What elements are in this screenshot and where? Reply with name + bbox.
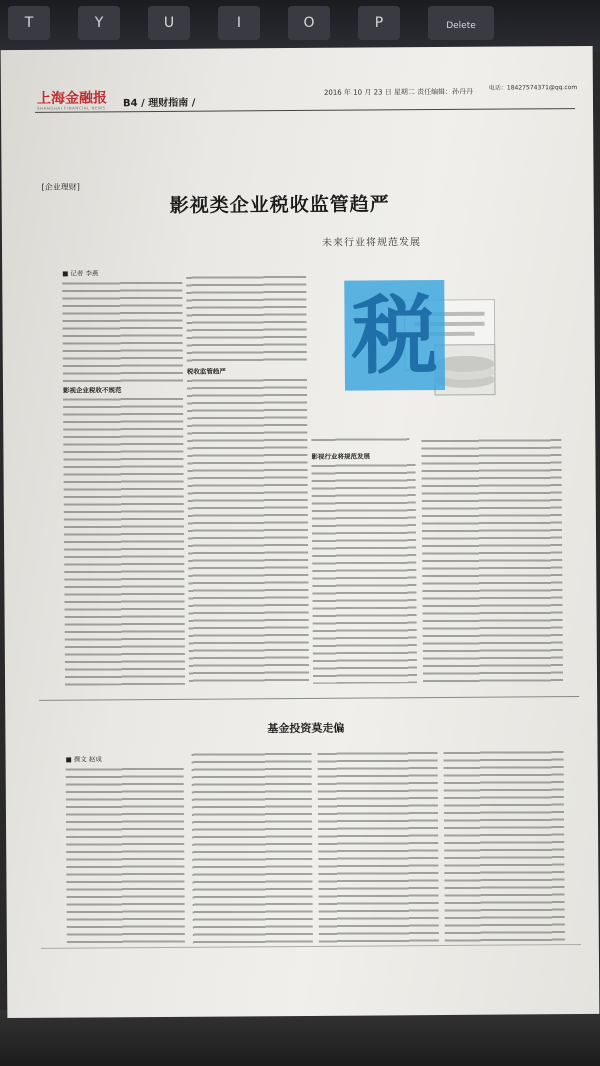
key-p: P xyxy=(358,6,400,40)
desk-surface xyxy=(0,1010,600,1066)
section-heading: 影视行业将规范发展 xyxy=(311,452,371,461)
body-column xyxy=(62,279,183,386)
section-label: B4 / 理财指南 / xyxy=(122,97,196,110)
dateline: 2016 年 10 月 23 日 星期二 责任编辑：孙丹丹 xyxy=(323,87,474,97)
article-byline: ■ 记者 李燕 xyxy=(62,269,99,278)
section-heading: 影视企业税收不规范 xyxy=(62,386,122,395)
masthead-logo: 上海金融报 xyxy=(36,90,108,107)
body-column xyxy=(186,273,307,364)
second-byline: ■ 撰文 赵成 xyxy=(65,755,102,764)
article-subhead: 未来行业将规范发展 xyxy=(321,237,422,249)
key-u: U xyxy=(148,6,190,40)
body-column xyxy=(63,395,185,686)
newspaper-page xyxy=(1,46,600,1018)
key-o: O xyxy=(288,6,330,40)
second-headline: 基金投资莫走偏 xyxy=(267,721,345,736)
section-heading: 税收监管趋严 xyxy=(186,367,226,376)
key-i: I xyxy=(218,6,260,40)
body-column xyxy=(311,435,409,444)
article-headline: 影视类企业税收监管趋严 xyxy=(169,193,390,217)
key-t: T xyxy=(8,6,50,40)
contact-line: 电话：18427574371@qq.com xyxy=(488,84,578,92)
key-y: Y xyxy=(78,6,120,40)
body-column xyxy=(66,765,185,946)
masthead-subtitle: SHANGHAI FINANCIAL NEWS xyxy=(37,105,106,111)
body-column xyxy=(192,750,313,945)
body-column xyxy=(421,436,563,683)
tax-illustration xyxy=(334,259,515,420)
key-delete: Delete xyxy=(428,6,494,40)
keyboard xyxy=(0,0,600,52)
tax-glyph: 税 xyxy=(351,285,438,387)
masthead-rule xyxy=(35,108,575,113)
body-column xyxy=(312,461,418,684)
body-column xyxy=(318,749,439,944)
article-divider xyxy=(39,696,579,701)
body-column xyxy=(444,748,565,943)
article-tag: [企业理财] xyxy=(41,182,80,192)
body-column xyxy=(187,376,309,685)
